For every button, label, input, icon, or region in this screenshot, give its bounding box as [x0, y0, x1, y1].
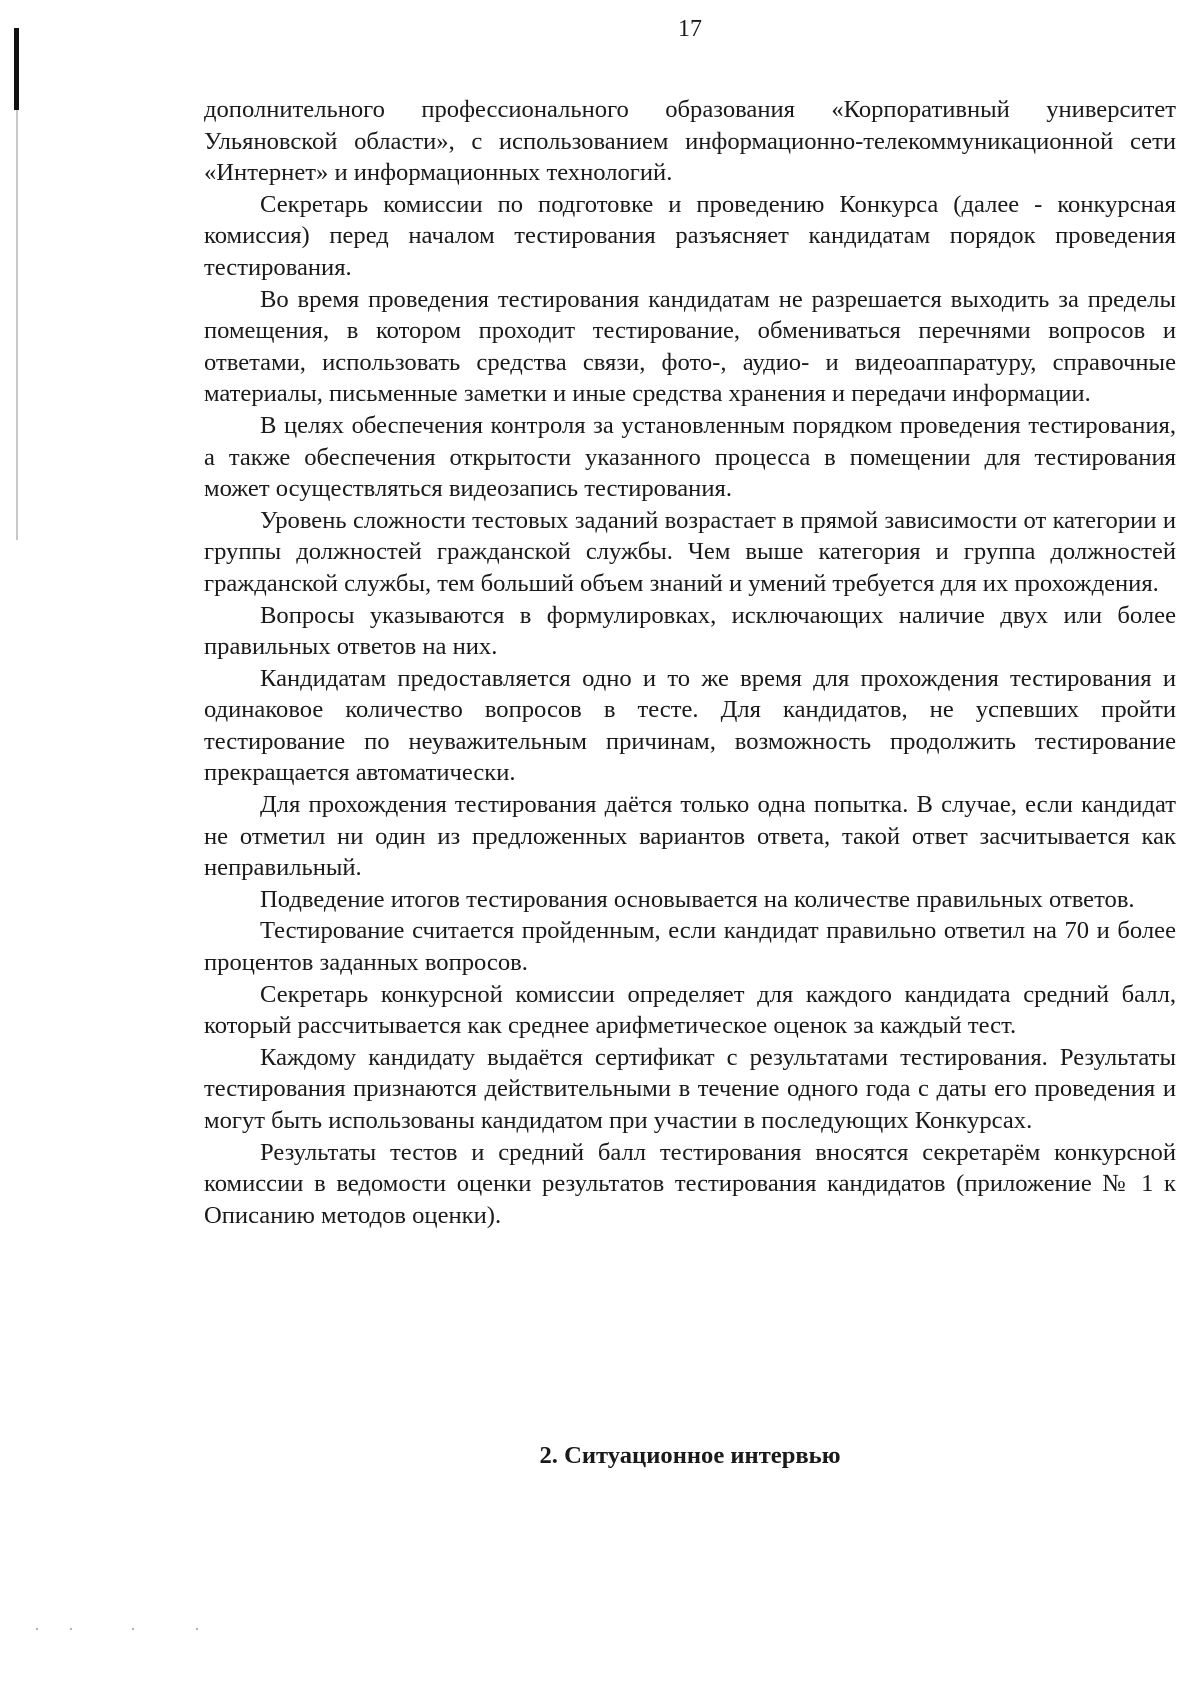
paragraph: Во время проведения тестирования кандидатам не разрешается выходить за пределы помещения, в котором проходит тестирование, обмениваться перечнями вопросов и ответами, использовать средства связи, фото-, аудио- и видеоаппаратуру, справочные материалы, письменные заметки и иные средства хранения и передачи информации. [204, 285, 1176, 408]
paragraph: Результаты тестов и средний балл тестирования вносятся секретарём конкурсной комиссии в ведомости оценки результатов тестирования кандидатов (приложение № 1 к Описанию методов оценки). [204, 1138, 1176, 1229]
paragraph: Кандидатам предоставляется одно и то же время для прохождения тестирования и одинаковое количество вопросов в тесте. Для кандидатов, не успевших пройти тестирование по неуважительным причинам, возможность продолжить тестирование прекращается автоматически. [204, 664, 1176, 787]
paragraph: Подведение итогов тестирования основывается на количестве правильных ответов. [260, 885, 1135, 913]
paragraph: Каждому кандидату выдаётся сертификат с результатами тестирования. Результаты тестирования признаются действительными в течение одного года с даты его проведения и могут быть использованы кандидатом при участии в последующих Конкурсах. [204, 1043, 1176, 1134]
page-number: 17 [678, 16, 702, 42]
scan-specks [36, 1628, 236, 1636]
paragraph: Уровень сложности тестовых заданий возрастает в прямой зависимости от категории и группы должностей гражданской службы. Чем выше категория и группа должностей гражданской службы, тем больший объем знаний и умений требуется для их прохождения. [204, 506, 1176, 597]
paragraph: Секретарь комиссии по подготовке и проведению Конкурса (далее - конкурсная комиссия) перед началом тестирования разъясняет кандидатам порядок проведения тестирования. [204, 190, 1176, 281]
paragraph: Секретарь конкурсной комиссии определяет для каждого кандидата средний балл, который рассчитывается как среднее арифметическое оценок за каждый тест. [204, 980, 1176, 1040]
scan-edge-mark [14, 28, 19, 110]
paragraph: Для прохождения тестирования даётся только одна попытка. В случае, если кандидат не отметил ни один из предложенных вариантов ответа, такой ответ засчитывается как неправильный. [204, 791, 1176, 882]
scan-edge-shadow [16, 110, 18, 540]
paragraph: Тестирование считается пройденным, если кандидат правильно ответил на 70 и более процентов заданных вопросов. [204, 917, 1176, 977]
paragraph: В целях обеспечения контроля за установленным порядком проведения тестирования, а также обеспечения открытости указанного процесса в помещении для тестирования может осуществляться видеозапись тестирования. [204, 411, 1176, 503]
section-heading: 2. Ситуационное интервью [539, 1442, 841, 1469]
document-body [204, 94, 1176, 1231]
paragraph: дополнительного профессионального образования «Корпоративный университет Ульяновской области», с использованием информационно-телекоммуникационной сети «Интернет» и информационных технологий. [204, 96, 1176, 187]
paragraph: Вопросы указываются в формулировках, исключающих наличие двух или более правильных ответов на них. [204, 601, 1176, 661]
